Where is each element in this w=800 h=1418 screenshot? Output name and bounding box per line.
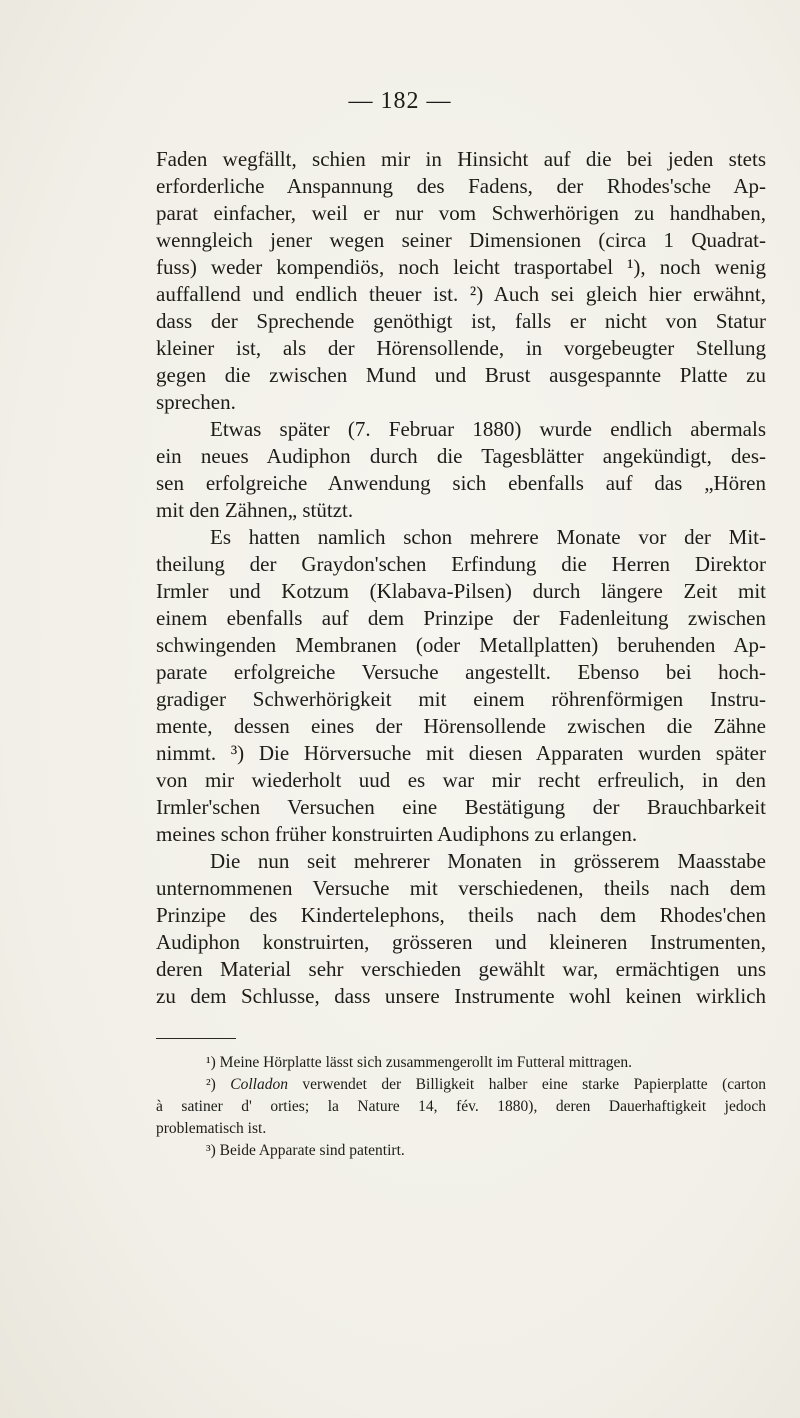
text-line: fuss) weder kompendiös, noch leicht trasportabel ¹), noch wenig xyxy=(156,255,766,279)
text-line: meines schon früher konstruirten Audiphons zu erlangen. xyxy=(156,822,638,846)
footnote-2-line-3: problematisch ist. xyxy=(156,1120,267,1137)
text-line: theilung der Graydon'schen Erfindung die Herren Direktor xyxy=(156,552,766,576)
text-line: parat einfacher, weil er nur vom Schwerhörigen zu handhaben, xyxy=(156,201,766,225)
footnote-1: ¹) Meine Hörplatte lässt sich zusammengerollt im Futteral mittragen. xyxy=(206,1054,633,1071)
text-line: mente, dessen eines der Hörensollende zwischen die Zähne xyxy=(156,714,766,738)
footnote-2-line-2: à satiner d' orties; la Nature 14, fév. 1880), deren Dauerhaftigkeit jedoch xyxy=(156,1098,766,1115)
footnote-3: ³) Beide Apparate sind patentirt. xyxy=(206,1142,405,1159)
footnotes xyxy=(156,1052,766,1162)
text-line: Faden wegfällt, schien mir in Hinsicht auf die bei jeden stets xyxy=(156,147,766,171)
text-line: dass der Sprechende genöthigt ist, falls er nicht von Statur xyxy=(156,309,766,333)
text-line: mit den Zähnen„ stützt. xyxy=(156,498,354,522)
text-line: Irmler'schen Versuchen eine Bestätigung der Brauchbarkeit xyxy=(156,795,766,819)
text-line: Es hatten namlich schon mehrere Monate vor der Mit- xyxy=(210,525,766,549)
text-line: Die nun seit mehrerer Monaten in grösserem Maasstabe xyxy=(210,849,766,873)
text-line: gegen die zwischen Mund und Brust ausgespannte Platte zu xyxy=(156,363,766,387)
text-line: Audiphon konstruirten, grösseren und kleineren Instrumenten, xyxy=(156,930,766,954)
page-number: — 182 — xyxy=(348,88,452,114)
footnote-divider xyxy=(156,1038,236,1039)
main-text xyxy=(156,146,766,1010)
text-line: von mir wiederholt uud es war mir recht erfreulich, in den xyxy=(156,768,766,792)
text-line: auffallend und endlich theuer ist. ²) Auch sei gleich hier erwähnt, xyxy=(156,282,766,306)
text-line: sen erfolgreiche Anwendung sich ebenfalls auf das „Hören xyxy=(156,471,766,495)
footnote-2-line-1 xyxy=(156,1074,766,1096)
text-line: ein neues Audiphon durch die Tagesblätter angekündigt, des- xyxy=(156,444,766,468)
text-line: gradiger Schwerhörigkeit mit einem röhrenförmigen Instru- xyxy=(156,687,766,711)
text-line: unternommenen Versuche mit verschiedenen, theils nach dem xyxy=(156,876,766,900)
text-line: wenngleich jener wegen seiner Dimensionen (circa 1 Quadrat- xyxy=(156,228,766,252)
text-line: sprechen. xyxy=(156,390,236,414)
footnote-2-text: verwendet der Billigkeit halber eine starke Papierplatte (carton xyxy=(287,1076,766,1093)
text-line: einem ebenfalls auf dem Prinzipe der Fadenleitung zwischen xyxy=(156,606,766,630)
text-line: zu dem Schlusse, dass unsere Instrumente wohl keinen wirklich xyxy=(156,984,766,1008)
text-line: kleiner ist, als der Hörensollende, in vorgebeugter Stellung xyxy=(156,336,766,360)
text-line: Etwas später (7. Februar 1880) wurde endlich abermals xyxy=(210,417,766,441)
footnote-2-author: Colladon xyxy=(230,1076,288,1093)
text-line: schwingenden Membranen (oder Metallplatten) beruhenden Ap- xyxy=(156,633,766,657)
text-line: Irmler und Kotzum (Klabava-Pilsen) durch längere Zeit mit xyxy=(156,579,766,603)
text-line: nimmt. ³) Die Hörversuche mit diesen Apparaten wurden später xyxy=(156,741,766,765)
footnote-2-marker: ²) xyxy=(206,1076,231,1093)
text-line: parate erfolgreiche Versuche angestellt. Ebenso bei hoch- xyxy=(156,660,766,684)
text-line: erforderliche Anspannung des Fadens, der Rhodes'sche Ap- xyxy=(156,174,766,198)
text-line: deren Material sehr verschieden gewählt war, ermächtigen uns xyxy=(156,957,766,981)
text-line: Prinzipe des Kindertelephons, theils nach dem Rhodes'chen xyxy=(156,903,766,927)
